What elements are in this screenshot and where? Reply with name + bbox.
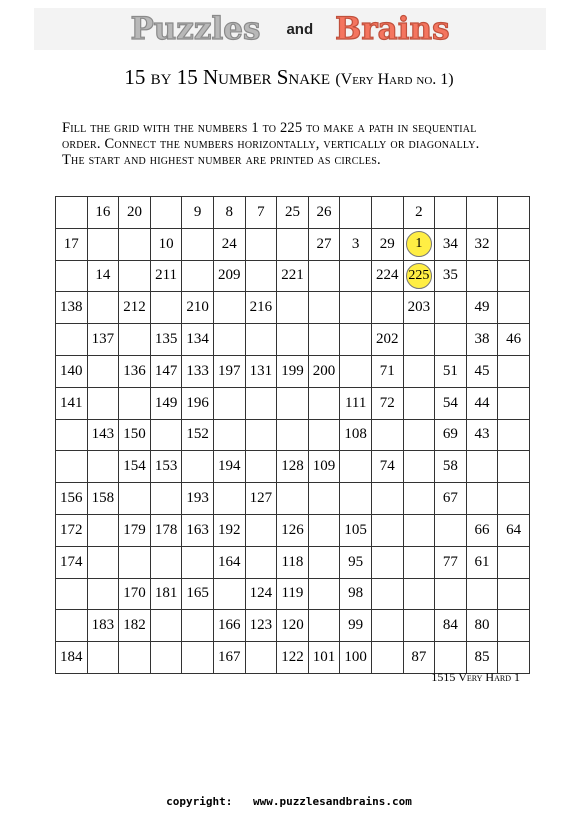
grid-cell-empty[interactable] bbox=[403, 451, 435, 483]
grid-cell-given: 122 bbox=[277, 642, 309, 674]
grid-cell-empty[interactable] bbox=[403, 419, 435, 451]
grid-cell-empty[interactable] bbox=[340, 260, 372, 292]
grid-cell-empty[interactable] bbox=[403, 483, 435, 515]
grid-cell-given: 192 bbox=[213, 514, 245, 546]
grid-cell-empty[interactable] bbox=[498, 260, 530, 292]
grid-cell-given: 128 bbox=[277, 451, 309, 483]
grid-cell-empty[interactable] bbox=[308, 387, 340, 419]
grid-cell-given: 134 bbox=[182, 324, 214, 356]
grid-cell-empty[interactable] bbox=[403, 355, 435, 387]
grid-cell-given: 35 bbox=[435, 260, 467, 292]
grid-cell-empty[interactable] bbox=[150, 292, 182, 324]
instruction-line: Fill the grid with the numbers 1 to 225 to make a path in sequential bbox=[62, 120, 477, 136]
grid-cell-given: 58 bbox=[435, 451, 467, 483]
grid-cell-empty[interactable] bbox=[56, 260, 88, 292]
grid-cell-given bbox=[403, 228, 435, 260]
grid-cell-empty[interactable] bbox=[87, 514, 119, 546]
grid-cell-empty[interactable] bbox=[87, 387, 119, 419]
grid-cell-empty[interactable] bbox=[498, 610, 530, 642]
grid-cell-empty[interactable] bbox=[277, 387, 309, 419]
grid-cell-empty[interactable] bbox=[308, 546, 340, 578]
grid-cell-empty[interactable] bbox=[498, 419, 530, 451]
grid-cell-given: 147 bbox=[150, 355, 182, 387]
grid-cell-empty[interactable] bbox=[213, 324, 245, 356]
grid-cell-empty[interactable] bbox=[87, 355, 119, 387]
grid-cell-empty[interactable] bbox=[371, 292, 403, 324]
grid-cell-given: 131 bbox=[245, 355, 277, 387]
title-main: 15 by 15 Number Snake bbox=[124, 65, 331, 89]
grid-cell-given: 34 bbox=[435, 228, 467, 260]
grid-cell-given: 179 bbox=[119, 514, 151, 546]
grid-cell-given: 49 bbox=[466, 292, 498, 324]
grid-cell-empty[interactable] bbox=[182, 610, 214, 642]
grid-cell-empty[interactable] bbox=[435, 324, 467, 356]
grid-row bbox=[56, 451, 530, 483]
grid-cell-given: 140 bbox=[56, 355, 88, 387]
grid-cell-given: 20 bbox=[119, 197, 151, 229]
grid-cell-empty[interactable] bbox=[498, 228, 530, 260]
grid-cell-empty[interactable] bbox=[498, 197, 530, 229]
grid-cell-empty[interactable] bbox=[466, 483, 498, 515]
grid-cell-given: 43 bbox=[466, 419, 498, 451]
grid-cell-given: 149 bbox=[150, 387, 182, 419]
grid-cell-empty[interactable] bbox=[498, 483, 530, 515]
grid-cell-given: 184 bbox=[56, 642, 88, 674]
grid-cell-given: 136 bbox=[119, 355, 151, 387]
grid-cell-empty[interactable] bbox=[150, 610, 182, 642]
grid-cell-given: 165 bbox=[182, 578, 214, 610]
instruction-line: The start and highest number are printed as circles. bbox=[62, 152, 381, 168]
grid-cell-given: 196 bbox=[182, 387, 214, 419]
instructions bbox=[62, 120, 562, 168]
grid-cell-empty[interactable] bbox=[403, 610, 435, 642]
grid-cell-given: 85 bbox=[466, 642, 498, 674]
grid-cell-empty[interactable] bbox=[403, 546, 435, 578]
grid-cell-empty[interactable] bbox=[498, 642, 530, 674]
grid-cell-given: 150 bbox=[119, 419, 151, 451]
grid-cell-empty[interactable] bbox=[150, 419, 182, 451]
grid-cell-given: 26 bbox=[308, 197, 340, 229]
grid-cell-given: 3 bbox=[340, 228, 372, 260]
grid-cell-empty[interactable] bbox=[119, 324, 151, 356]
grid-cell-empty[interactable] bbox=[435, 578, 467, 610]
grid-cell-empty[interactable] bbox=[308, 419, 340, 451]
grid-cell-empty[interactable] bbox=[498, 387, 530, 419]
logo-brains: Brains bbox=[335, 10, 450, 47]
grid-cell-given: 133 bbox=[182, 355, 214, 387]
grid-cell-given: 24 bbox=[213, 228, 245, 260]
grid-cell-given: 98 bbox=[340, 578, 372, 610]
grid-cell-given: 170 bbox=[119, 578, 151, 610]
grid-cell-given: 158 bbox=[87, 483, 119, 515]
grid-cell-empty[interactable] bbox=[340, 292, 372, 324]
grid-cell-given: 166 bbox=[213, 610, 245, 642]
grid-cell-empty[interactable] bbox=[340, 451, 372, 483]
grid-cell-given: 51 bbox=[435, 355, 467, 387]
grid-cell-empty[interactable] bbox=[403, 324, 435, 356]
grid-row bbox=[56, 546, 530, 578]
grid-cell-given: 101 bbox=[308, 642, 340, 674]
grid-cell-given: 143 bbox=[87, 419, 119, 451]
grid-row bbox=[56, 419, 530, 451]
logo-puzzles: Puzzles bbox=[130, 10, 261, 47]
grid-cell-empty[interactable] bbox=[119, 642, 151, 674]
grid-cell-empty[interactable] bbox=[277, 292, 309, 324]
grid-cell-empty[interactable] bbox=[56, 578, 88, 610]
grid-row bbox=[56, 610, 530, 642]
grid-cell-empty[interactable] bbox=[213, 578, 245, 610]
grid-cell-empty[interactable] bbox=[308, 483, 340, 515]
logo-and: and bbox=[286, 20, 314, 38]
grid-row bbox=[56, 483, 530, 515]
grid-cell-empty[interactable] bbox=[56, 324, 88, 356]
grid-cell-given: 105 bbox=[340, 514, 372, 546]
grid-cell-empty[interactable] bbox=[371, 483, 403, 515]
grid-cell-empty[interactable] bbox=[213, 387, 245, 419]
grid-cell-empty[interactable] bbox=[150, 642, 182, 674]
grid-cell-given: 69 bbox=[435, 419, 467, 451]
grid-cell-empty[interactable] bbox=[466, 578, 498, 610]
grid-cell-given: 138 bbox=[56, 292, 88, 324]
grid-cell-empty[interactable] bbox=[308, 610, 340, 642]
grid-cell-given: 124 bbox=[245, 578, 277, 610]
grid-cell-given: 212 bbox=[119, 292, 151, 324]
grid-cell-given: 181 bbox=[150, 578, 182, 610]
grid-cell-empty[interactable] bbox=[466, 260, 498, 292]
grid-cell-given: 8 bbox=[213, 197, 245, 229]
grid-cell-empty[interactable] bbox=[119, 387, 151, 419]
grid-cell-empty[interactable] bbox=[87, 451, 119, 483]
grid-cell-given: 80 bbox=[466, 610, 498, 642]
grid-cell-empty[interactable] bbox=[87, 578, 119, 610]
grid-row bbox=[56, 292, 530, 324]
grid-cell-given: 210 bbox=[182, 292, 214, 324]
grid-cell-empty[interactable] bbox=[182, 642, 214, 674]
grid-cell-empty[interactable] bbox=[182, 260, 214, 292]
grid-cell-given: 119 bbox=[277, 578, 309, 610]
grid-cell-empty[interactable] bbox=[150, 197, 182, 229]
grid-cell-given: 202 bbox=[371, 324, 403, 356]
circled-number: 1 bbox=[406, 231, 432, 257]
grid-cell-empty[interactable] bbox=[308, 578, 340, 610]
grid-row bbox=[56, 197, 530, 229]
grid-cell-empty[interactable] bbox=[403, 578, 435, 610]
grid-cell-given: 95 bbox=[340, 546, 372, 578]
grid-cell-given: 87 bbox=[403, 642, 435, 674]
grid-cell-empty[interactable] bbox=[435, 292, 467, 324]
grid-cell-given: 2 bbox=[403, 197, 435, 229]
grid-cell-given: 44 bbox=[466, 387, 498, 419]
grid-cell-empty[interactable] bbox=[308, 514, 340, 546]
grid-cell-empty[interactable] bbox=[277, 483, 309, 515]
grid-row bbox=[56, 387, 530, 419]
copyright-label: copyright: bbox=[166, 795, 233, 808]
grid-cell-empty[interactable] bbox=[498, 355, 530, 387]
title-sub: (Very Hard no. 1) bbox=[335, 71, 454, 88]
grid-cell-empty[interactable] bbox=[403, 514, 435, 546]
grid-cell-given: 99 bbox=[340, 610, 372, 642]
grid-cell-given: 27 bbox=[308, 228, 340, 260]
grid-cell-empty[interactable] bbox=[466, 451, 498, 483]
grid-cell-given: 38 bbox=[466, 324, 498, 356]
grid-cell-empty[interactable] bbox=[245, 387, 277, 419]
grid-cell-empty[interactable] bbox=[277, 228, 309, 260]
grid-cell-empty[interactable] bbox=[498, 292, 530, 324]
grid-cell-given: 120 bbox=[277, 610, 309, 642]
grid-row bbox=[56, 324, 530, 356]
page-title bbox=[0, 64, 578, 93]
grid-cell-given: 84 bbox=[435, 610, 467, 642]
circled-number: 225 bbox=[406, 263, 432, 289]
grid-cell-given: 16 bbox=[87, 197, 119, 229]
grid-cell-empty[interactable] bbox=[119, 260, 151, 292]
grid-cell-given: 29 bbox=[371, 228, 403, 260]
grid-cell-given: 67 bbox=[435, 483, 467, 515]
grid-cell-given: 197 bbox=[213, 355, 245, 387]
grid-cell-given: 224 bbox=[371, 260, 403, 292]
grid-cell-given: 200 bbox=[308, 355, 340, 387]
grid-cell-given: 141 bbox=[56, 387, 88, 419]
grid-cell-empty[interactable] bbox=[245, 451, 277, 483]
grid-cell-given: 14 bbox=[87, 260, 119, 292]
grid-cell-empty[interactable] bbox=[371, 546, 403, 578]
grid-cell-given: 7 bbox=[245, 197, 277, 229]
grid-cell-given: 164 bbox=[213, 546, 245, 578]
grid-cell-given: 108 bbox=[340, 419, 372, 451]
grid-row bbox=[56, 260, 530, 292]
grid-cell-given: 118 bbox=[277, 546, 309, 578]
grid-row bbox=[56, 514, 530, 546]
grid-cell-empty[interactable] bbox=[340, 355, 372, 387]
grid-cell-empty[interactable] bbox=[182, 546, 214, 578]
grid-cell-empty[interactable] bbox=[371, 197, 403, 229]
footer bbox=[0, 795, 578, 808]
grid-cell-given: 109 bbox=[308, 451, 340, 483]
grid-cell-given: 221 bbox=[277, 260, 309, 292]
grid-cell-given: 9 bbox=[182, 197, 214, 229]
grid-cell-given: 209 bbox=[213, 260, 245, 292]
grid-cell-given: 127 bbox=[245, 483, 277, 515]
grid-cell-given bbox=[403, 260, 435, 292]
grid-cell-empty[interactable] bbox=[498, 451, 530, 483]
puzzle-grid bbox=[55, 196, 530, 674]
grid-cell-empty[interactable] bbox=[56, 419, 88, 451]
grid-cell-empty[interactable] bbox=[119, 546, 151, 578]
grid-cell-given: 72 bbox=[371, 387, 403, 419]
grid-cell-empty[interactable] bbox=[308, 292, 340, 324]
grid-cell-empty[interactable] bbox=[340, 324, 372, 356]
grid-row bbox=[56, 578, 530, 610]
grid-cell-empty[interactable] bbox=[245, 419, 277, 451]
grid-cell-empty[interactable] bbox=[371, 419, 403, 451]
grid-cell-empty[interactable] bbox=[56, 610, 88, 642]
grid-cell-given: 54 bbox=[435, 387, 467, 419]
grid-cell-given: 137 bbox=[87, 324, 119, 356]
grid-cell-empty[interactable] bbox=[56, 451, 88, 483]
grid-cell-given: 32 bbox=[466, 228, 498, 260]
grid-cell-given: 64 bbox=[498, 514, 530, 546]
grid-cell-given: 178 bbox=[150, 514, 182, 546]
grid-cell-given: 183 bbox=[87, 610, 119, 642]
grid-cell-given: 74 bbox=[371, 451, 403, 483]
grid-cell-given: 156 bbox=[56, 483, 88, 515]
grid-cell-given: 126 bbox=[277, 514, 309, 546]
grid-cell-empty[interactable] bbox=[371, 514, 403, 546]
grid-cell-given: 182 bbox=[119, 610, 151, 642]
grid-cell-given: 111 bbox=[340, 387, 372, 419]
grid-row bbox=[56, 642, 530, 674]
grid-cell-empty[interactable] bbox=[87, 546, 119, 578]
grid-cell-empty[interactable] bbox=[87, 292, 119, 324]
grid-cell-empty[interactable] bbox=[466, 197, 498, 229]
grid-cell-given: 154 bbox=[119, 451, 151, 483]
grid-cell-given: 216 bbox=[245, 292, 277, 324]
grid-cell-given: 17 bbox=[56, 228, 88, 260]
grid-cell-empty[interactable] bbox=[277, 419, 309, 451]
grid-cell-given: 163 bbox=[182, 514, 214, 546]
grid-row bbox=[56, 355, 530, 387]
grid-cell-given: 167 bbox=[213, 642, 245, 674]
grid-cell-empty[interactable] bbox=[56, 197, 88, 229]
grid-cell-empty[interactable] bbox=[340, 197, 372, 229]
grid-cell-empty[interactable] bbox=[340, 483, 372, 515]
logo-banner bbox=[34, 8, 546, 50]
grid-cell-given: 123 bbox=[245, 610, 277, 642]
grid-cell-given: 152 bbox=[182, 419, 214, 451]
grid-cell-given: 135 bbox=[150, 324, 182, 356]
grid-cell-empty[interactable] bbox=[371, 610, 403, 642]
grid-cell-empty[interactable] bbox=[87, 228, 119, 260]
grid-cell-empty[interactable] bbox=[245, 228, 277, 260]
grid-cell-empty[interactable] bbox=[277, 324, 309, 356]
grid-cell-given: 46 bbox=[498, 324, 530, 356]
grid-cell-empty[interactable] bbox=[371, 642, 403, 674]
grid-cell-empty[interactable] bbox=[435, 197, 467, 229]
grid-cell-empty[interactable] bbox=[435, 642, 467, 674]
grid-cell-empty[interactable] bbox=[308, 324, 340, 356]
grid-cell-given: 199 bbox=[277, 355, 309, 387]
grid-cell-empty[interactable] bbox=[435, 514, 467, 546]
grid-cell-given: 153 bbox=[150, 451, 182, 483]
grid-cell-given: 71 bbox=[371, 355, 403, 387]
grid-cell-empty[interactable] bbox=[498, 546, 530, 578]
grid-cell-empty[interactable] bbox=[245, 514, 277, 546]
grid-cell-empty[interactable] bbox=[182, 451, 214, 483]
instruction-line: order. Connect the numbers horizontally, vertically or diagonally. bbox=[62, 136, 480, 152]
website-link[interactable]: www.puzzlesandbrains.com bbox=[252, 795, 412, 808]
grid-cell-given: 100 bbox=[340, 642, 372, 674]
grid-cell-empty[interactable] bbox=[213, 483, 245, 515]
grid-cell-empty[interactable] bbox=[245, 324, 277, 356]
grid-cell-given: 194 bbox=[213, 451, 245, 483]
grid-cell-given: 10 bbox=[150, 228, 182, 260]
grid-cell-empty[interactable] bbox=[245, 260, 277, 292]
grid-cell-empty[interactable] bbox=[245, 642, 277, 674]
grid-cell-given: 211 bbox=[150, 260, 182, 292]
grid-cell-empty[interactable] bbox=[87, 642, 119, 674]
grid-cell-given: 45 bbox=[466, 355, 498, 387]
grid-cell-given: 25 bbox=[277, 197, 309, 229]
grid-cell-empty[interactable] bbox=[213, 292, 245, 324]
grid-cell-given: 61 bbox=[466, 546, 498, 578]
grid-row bbox=[56, 228, 530, 260]
grid-cell-empty[interactable] bbox=[182, 228, 214, 260]
grid-cell-empty[interactable] bbox=[150, 483, 182, 515]
grid-cell-given: 172 bbox=[56, 514, 88, 546]
grid-cell-empty[interactable] bbox=[308, 260, 340, 292]
grid-cell-empty[interactable] bbox=[119, 228, 151, 260]
grid-cell-empty[interactable] bbox=[245, 546, 277, 578]
puzzle-code: 1515 Very Hard 1 bbox=[431, 670, 520, 684]
grid-cell-empty[interactable] bbox=[119, 483, 151, 515]
grid-cell-empty[interactable] bbox=[371, 578, 403, 610]
grid-cell-given: 193 bbox=[182, 483, 214, 515]
grid-cell-empty[interactable] bbox=[213, 419, 245, 451]
grid-cell-empty[interactable] bbox=[150, 546, 182, 578]
grid-cell-empty[interactable] bbox=[498, 578, 530, 610]
grid-cell-given: 203 bbox=[403, 292, 435, 324]
grid-cell-given: 77 bbox=[435, 546, 467, 578]
grid-cell-given: 174 bbox=[56, 546, 88, 578]
grid-cell-given: 66 bbox=[466, 514, 498, 546]
grid-cell-empty[interactable] bbox=[403, 387, 435, 419]
